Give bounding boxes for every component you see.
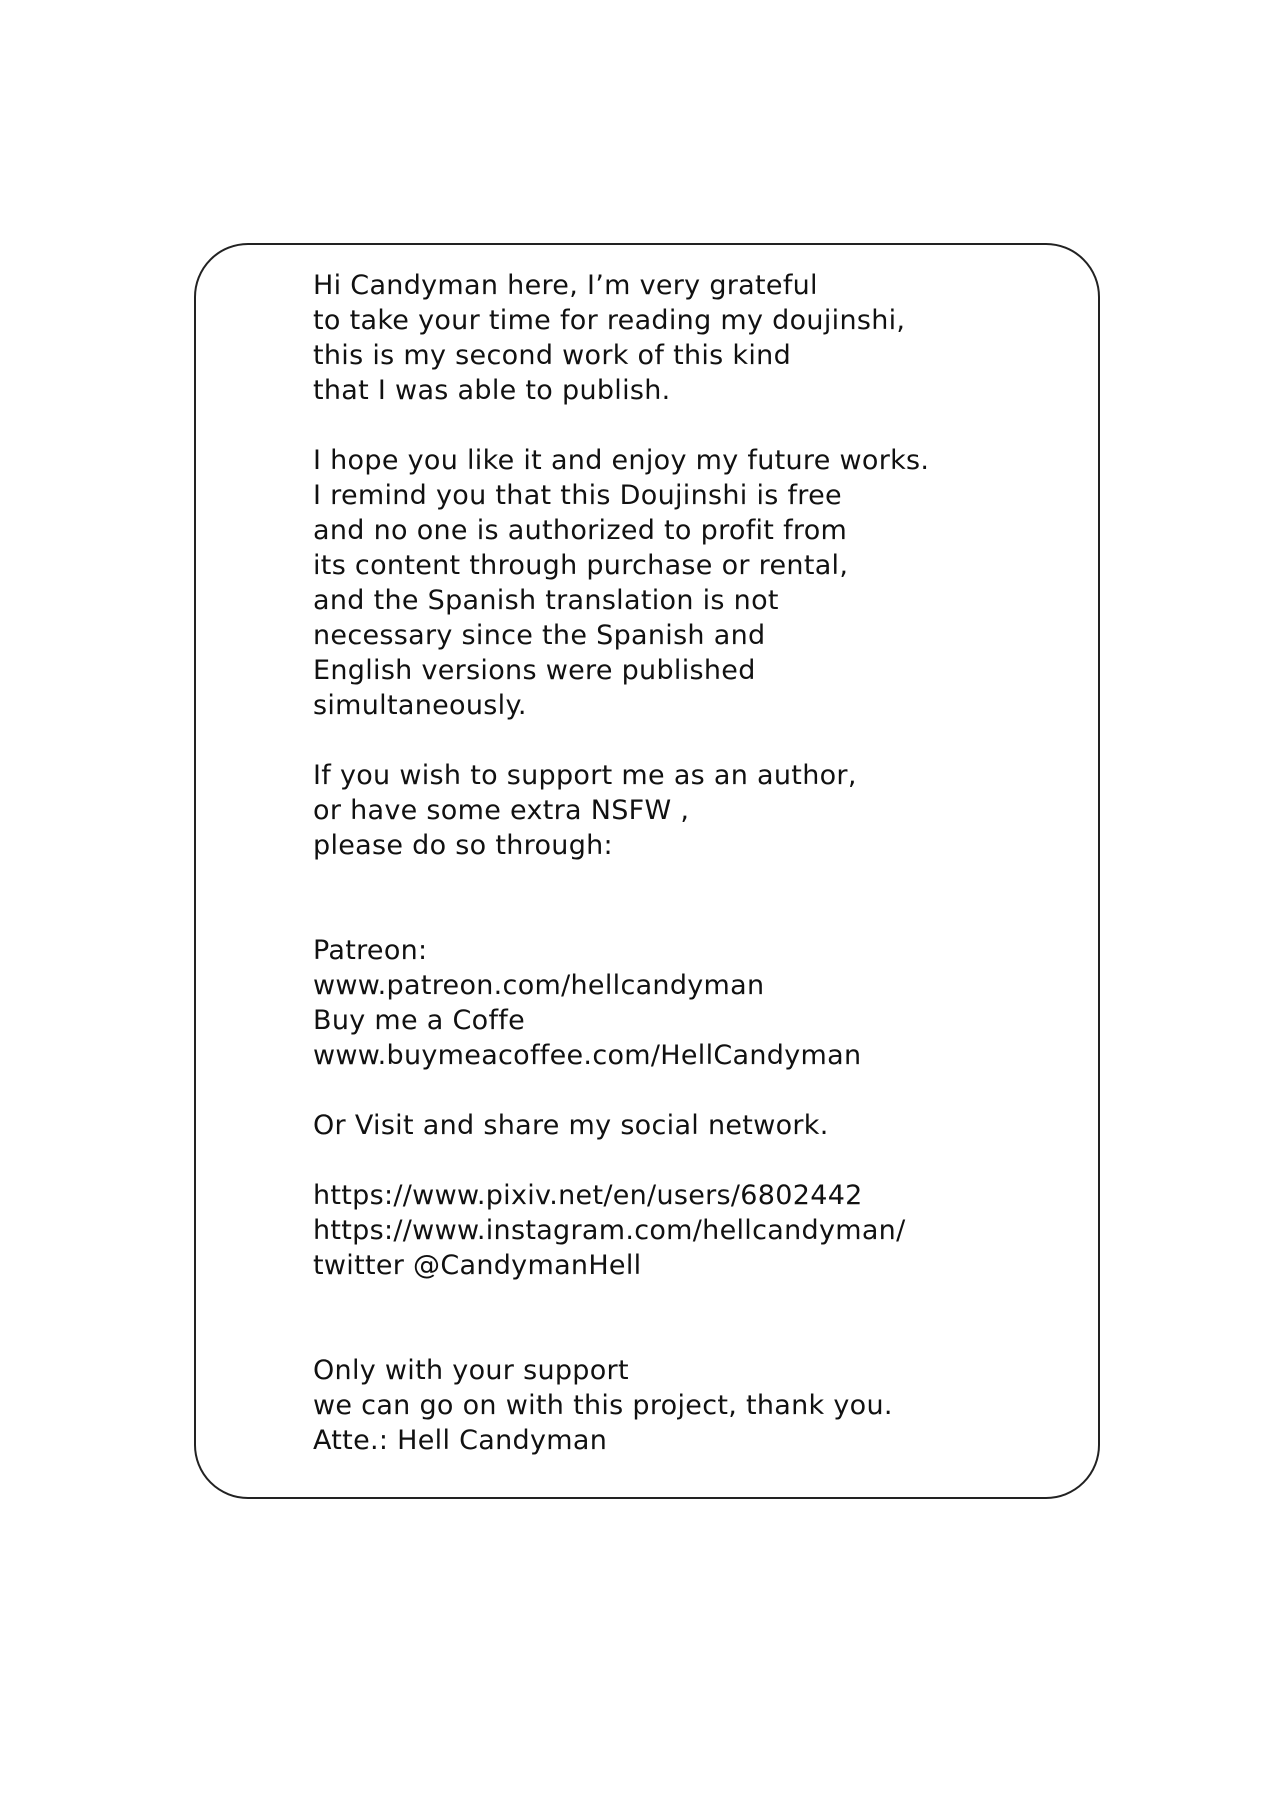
- coffee-label: Buy me a Coffe: [313, 1005, 526, 1036]
- text-line: simultaneously.: [313, 690, 527, 721]
- text-line: we can go on with this project, thank you.: [313, 1390, 893, 1421]
- paragraph-gap: [313, 1283, 1073, 1353]
- instagram-url: https://www.instagram.com/hellcandyman/: [313, 1215, 906, 1246]
- patreon-label: Patreon:: [313, 935, 428, 966]
- paragraph-gap: [313, 723, 1073, 758]
- text-line: I remind you that this Doujinshi is free: [313, 480, 842, 511]
- text-line: to take your time for reading my doujinshi,: [313, 305, 906, 336]
- signature-line: Atte.: Hell Candyman: [313, 1425, 608, 1456]
- support-links: [313, 933, 1073, 1073]
- coffee-url: www.buymeacoffee.com/HellCandyman: [313, 1040, 862, 1071]
- text-line: necessary since the Spanish and: [313, 620, 766, 651]
- pixiv-url: https://www.pixiv.net/en/users/6802442: [313, 1180, 863, 1211]
- closing-paragraph: [313, 1353, 1073, 1458]
- text-line: and the Spanish translation is not: [313, 585, 779, 616]
- text-line: and no one is authorized to profit from: [313, 515, 848, 546]
- text-line: that I was able to publish.: [313, 375, 671, 406]
- text-line: or have some extra NSFW ,: [313, 795, 690, 826]
- notice-paragraph: [313, 443, 1073, 723]
- patreon-url: www.patreon.com/hellcandyman: [313, 970, 765, 1001]
- intro-paragraph: [313, 268, 1073, 408]
- message-content: [313, 268, 1073, 1458]
- text-line: its content through purchase or rental,: [313, 550, 849, 581]
- paragraph-gap: [313, 863, 1073, 933]
- text-line: Hi Candyman here, I’m very grateful: [313, 270, 818, 301]
- social-prompt: Or Visit and share my social network.: [313, 1110, 829, 1141]
- support-request-paragraph: [313, 758, 1073, 863]
- twitter-handle: twitter @CandymanHell: [313, 1250, 642, 1281]
- text-line: please do so through:: [313, 830, 613, 861]
- text-line: If you wish to support me as an author,: [313, 760, 857, 791]
- text-line: English versions were published: [313, 655, 756, 686]
- paragraph-gap: [313, 1143, 1073, 1178]
- paragraph-gap: [313, 1073, 1073, 1108]
- social-links: [313, 1178, 1073, 1283]
- text-line: this is my second work of this kind: [313, 340, 792, 371]
- text-line: Only with your support: [313, 1355, 629, 1386]
- paragraph-gap: [313, 408, 1073, 443]
- text-line: I hope you like it and enjoy my future works.: [313, 445, 930, 476]
